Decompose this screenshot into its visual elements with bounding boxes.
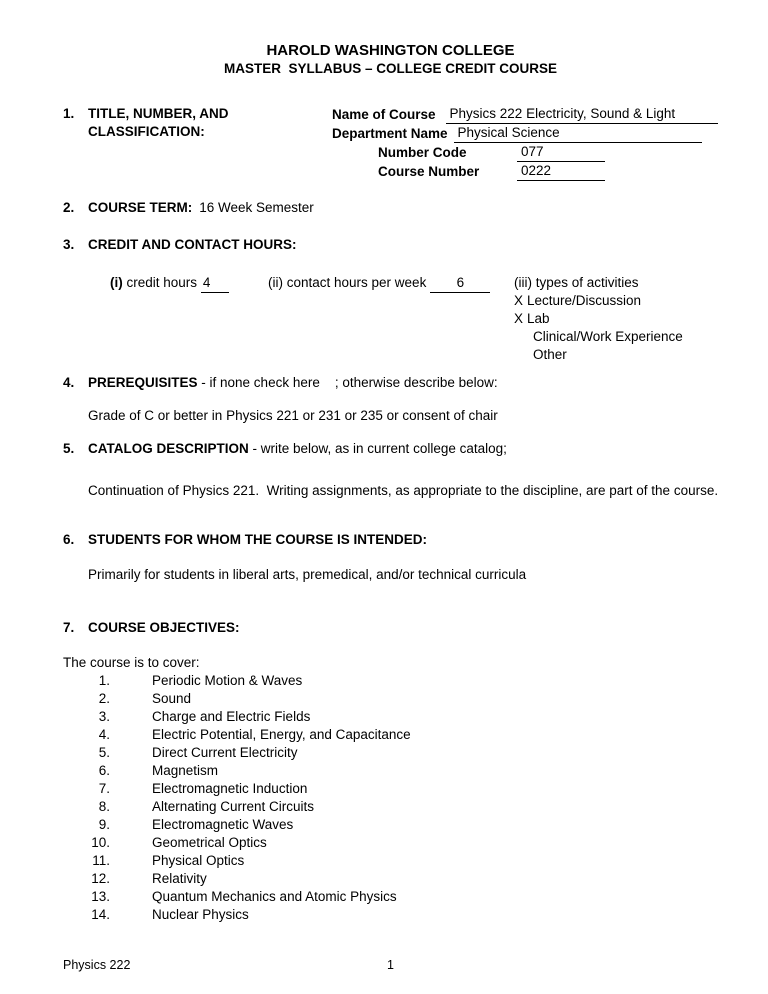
list-item — [63, 690, 718, 708]
field-course-number-value: 0222 — [517, 162, 605, 181]
field-number-code-label: Number Code — [378, 145, 467, 160]
list-item-number: 14. — [91, 907, 110, 922]
section3-number: 3. — [63, 237, 75, 252]
section2-number: 2. — [63, 200, 75, 215]
list-item — [63, 816, 718, 834]
list-item — [63, 672, 718, 690]
credit-hours-prefix: (i) — [110, 275, 123, 290]
list-item-text: Relativity — [152, 871, 207, 886]
list-item-text: Quantum Mechanics and Atomic Physics — [152, 889, 397, 904]
list-item-text: Electromagnetic Waves — [152, 817, 294, 832]
list-item-text: Nuclear Physics — [152, 907, 249, 922]
credit-hours-group — [110, 274, 229, 293]
section4-number: 4. — [63, 375, 75, 390]
activity-other — [514, 346, 718, 364]
prerequisites-label: PREREQUISITES — [88, 375, 198, 390]
list-item-text: Magnetism — [152, 763, 219, 778]
field-name-of-course-label: Name of Course — [332, 107, 436, 122]
course-term-value: 16 Week Semester — [199, 200, 314, 215]
field-course-number-label: Course Number — [378, 164, 480, 179]
credit-contact-hours-label: CREDIT AND CONTACT HOURS: — [88, 237, 297, 252]
list-item-number: 2. — [98, 691, 110, 706]
course-term-label: COURSE TERM: — [88, 200, 193, 215]
footer-course-label: Physics 222 — [63, 958, 131, 972]
list-item — [63, 870, 718, 888]
activity-label: Other — [533, 347, 567, 362]
page-footer — [63, 956, 718, 974]
section1-label-line1: TITLE, NUMBER, AND — [88, 106, 229, 121]
students-intended-text: Primarily for students in liberal arts, premedical, and/or technical curricula — [88, 567, 527, 582]
activity-label: Lecture/Discussion — [527, 293, 642, 308]
activity-lecture-discussion — [514, 292, 718, 310]
page-number: 1 — [387, 958, 394, 972]
list-item-number: 13. — [91, 889, 110, 904]
section-catalog-description-heading — [63, 440, 718, 458]
list-item — [63, 834, 718, 852]
list-item-number: 4. — [98, 727, 110, 742]
list-item-number: 8. — [98, 799, 110, 814]
field-department-name — [332, 124, 718, 143]
course-objectives-label: COURSE OBJECTIVES: — [88, 620, 240, 635]
list-item — [63, 762, 718, 780]
list-item-text: Periodic Motion & Waves — [152, 673, 303, 688]
list-item-number: 7. — [98, 781, 110, 796]
section1-label-line2: CLASSIFICATION: — [88, 124, 205, 139]
section6-number: 6. — [63, 532, 75, 547]
credit-contact-hours-row — [63, 274, 718, 292]
course-objectives-list — [63, 672, 718, 924]
section7-number: 7. — [63, 620, 75, 635]
field-course-number — [378, 162, 718, 181]
section-credit-contact-hours-heading — [63, 236, 718, 254]
section-students-intended-heading — [63, 531, 718, 549]
list-item-text: Electric Potential, Energy, and Capacitance — [152, 727, 411, 742]
list-item-number: 1. — [98, 673, 110, 688]
contact-hours-value: 6 — [430, 274, 490, 293]
section1-heading — [63, 105, 332, 181]
prerequisites-text: Grade of C or better in Physics 221 or 231 or 235 or consent of chair — [88, 408, 498, 423]
course-objectives-intro: The course is to cover: — [63, 655, 200, 670]
contact-hours-group — [268, 274, 490, 293]
field-number-code-value: 077 — [517, 143, 605, 162]
list-item-text: Sound — [152, 691, 192, 706]
list-item-number: 6. — [98, 763, 110, 778]
list-item — [63, 726, 718, 744]
field-name-of-course — [332, 105, 718, 124]
section1-fields — [332, 105, 718, 181]
list-item — [63, 906, 718, 924]
list-item-number: 5. — [98, 745, 110, 760]
students-intended-label: STUDENTS FOR WHOM THE COURSE IS INTENDED: — [88, 532, 428, 547]
list-item-number: 9. — [98, 817, 110, 832]
list-item-number: 10. — [91, 835, 110, 850]
list-item-text: Direct Current Electricity — [152, 745, 298, 760]
activity-label: Clinical/Work Experience — [533, 329, 683, 344]
field-department-name-label: Department Name — [332, 126, 448, 141]
list-item — [63, 780, 718, 798]
field-number-code — [378, 143, 718, 162]
field-name-of-course-value: Physics 222 Electricity, Sound & Light — [446, 105, 718, 124]
list-item-text: Geometrical Optics — [152, 835, 267, 850]
list-item — [63, 708, 718, 726]
list-item — [63, 744, 718, 762]
list-item-number: 11. — [92, 853, 110, 868]
activity-clinical-work-experience — [514, 328, 718, 346]
list-item — [63, 798, 718, 816]
catalog-description-label: CATALOG DESCRIPTION — [88, 441, 249, 456]
list-item-text: Charge and Electric Fields — [152, 709, 311, 724]
section-prerequisites-heading — [63, 374, 718, 392]
credit-hours-label: credit hours — [126, 275, 198, 290]
college-title: HAROLD WASHINGTON COLLEGE — [266, 42, 515, 59]
types-of-activities-label: (iii) types of activities — [514, 275, 639, 290]
catalog-description-instruction: - write below, as in current college catalog; — [248, 441, 507, 456]
list-item — [63, 852, 718, 870]
activity-check-mark: X — [514, 293, 524, 308]
activity-lab — [514, 310, 718, 328]
section-course-objectives-heading — [63, 619, 718, 637]
contact-hours-label: (ii) contact hours per week — [268, 275, 427, 290]
list-item-text: Alternating Current Circuits — [152, 799, 315, 814]
field-department-name-value: Physical Science — [454, 124, 702, 143]
catalog-description-text: Continuation of Physics 221. Writing assignments, as appropriate to the discipline, are part of the course. — [88, 483, 719, 498]
section1-heading-line1 — [63, 105, 332, 123]
section5-number: 5. — [63, 441, 75, 456]
list-item-number: 12. — [91, 871, 110, 886]
prerequisites-instruction: - if none check here ; otherwise describe below: — [197, 375, 498, 390]
list-item-text: Physical Optics — [152, 853, 245, 868]
section-title-number-classification — [63, 105, 718, 181]
section-course-term — [63, 199, 718, 217]
document-subtitle: MASTER SYLLABUS – COLLEGE CREDIT COURSE — [223, 61, 558, 76]
activity-label: Lab — [527, 311, 550, 326]
activities-list — [514, 292, 718, 364]
list-item-text: Electromagnetic Induction — [152, 781, 308, 796]
list-item-number: 3. — [98, 709, 110, 724]
credit-hours-value: 4 — [201, 274, 229, 293]
list-item — [63, 888, 718, 906]
activity-check-mark: X — [514, 311, 524, 326]
section1-number: 1. — [63, 106, 75, 121]
